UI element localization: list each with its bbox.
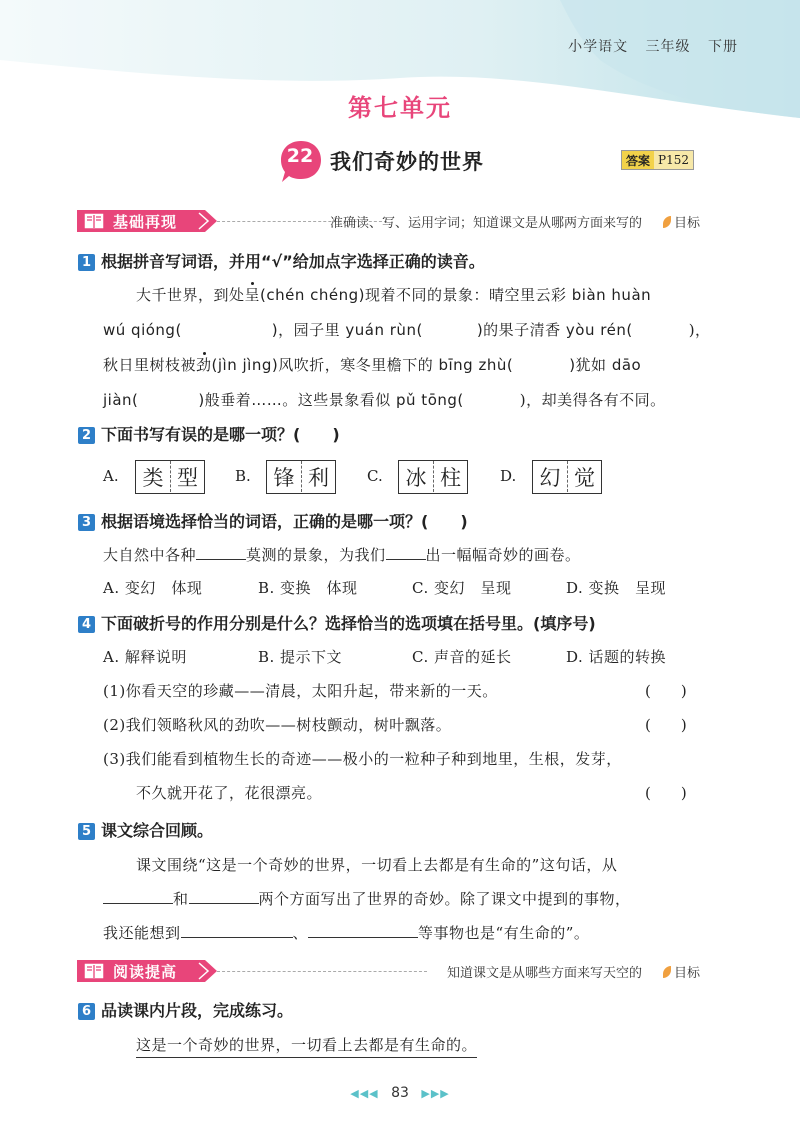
question-prompt: 品读课内片段，完成练习。 [101, 1001, 294, 1020]
q4-item-3: (3)我们能看到植物生长的奇迹——极小的一粒种子种到地里，生根，发芽， [103, 750, 622, 768]
option-b-characters[interactable]: 锋 利 [266, 460, 336, 494]
q5-line-2: 和 两个方面写出了世界的奇妙。除了课文中提到的事物， [103, 888, 631, 909]
answer-paren[interactable]: ( ) [645, 784, 687, 802]
q1-line-4: jiàn( )般垂着……。这些景象看似 pǔ tōng( )，却美得各有不同。 [103, 391, 666, 409]
answer-paren[interactable]: ( ) [645, 682, 687, 700]
q3-option-b[interactable]: B. 变换 体现 [258, 579, 358, 597]
question-5 [78, 818, 213, 841]
section-goal-tag: 目标 [663, 962, 700, 981]
q4-item-2: (2)我们领略秋风的劲吹——树枝颤动，树叶飘落。 [103, 716, 452, 734]
question-3 [78, 509, 468, 532]
section-goal-tag: 目标 [663, 212, 700, 231]
question-prompt: 下面书写有误的是哪一项？( ) [101, 425, 340, 444]
question-number: 5 [78, 823, 95, 840]
question-1 [78, 249, 485, 272]
question-2 [78, 422, 340, 445]
fill-blank[interactable] [196, 546, 246, 560]
q4-item-1: (1)你看天空的珍藏——清晨，太阳升起，带来新的一天。 [103, 682, 498, 700]
answer-paren[interactable]: ( ) [645, 716, 687, 734]
q3-sentence: 大自然中各种 莫测的景象，为我们 出一幅幅奇妙的画卷。 [103, 546, 581, 564]
option-c-characters[interactable]: 冰 柱 [398, 460, 468, 494]
q4-item-3-cont: 不久就开花了，花很漂亮。 [136, 784, 323, 802]
grade: 三年级 [645, 39, 691, 55]
right-arrows-icon: ▶▶▶ [421, 1087, 450, 1100]
q4-option-c: C. 声音的延长 [412, 648, 512, 666]
option-a-letter: A. [103, 467, 119, 485]
q3-option-a[interactable]: A. 变幻 体现 [103, 579, 203, 597]
q3-option-d[interactable]: D. 变换 呈现 [566, 579, 667, 597]
question-4 [78, 611, 596, 634]
question-6 [78, 998, 293, 1021]
question-prompt: 下面破折号的作用分别是什么？选择恰当的选项填在括号里。(填序号) [101, 614, 596, 633]
option-c-letter: C. [367, 467, 383, 485]
option-a-characters[interactable]: 类 型 [135, 460, 205, 494]
q1-line-1: 大千世界，到处呈(chén chéng)现着不同的景象：晴空里云彩 biàn huàn [136, 286, 652, 304]
section-bar-basics [77, 210, 700, 232]
book-info [556, 36, 738, 56]
leaf-icon [663, 216, 671, 228]
section-label: 阅读提高 [113, 963, 178, 981]
option-d-characters[interactable]: 幻 觉 [532, 460, 602, 494]
section-label: 基础再现 [113, 213, 178, 231]
option-b-letter: B. [235, 467, 251, 485]
question-prompt: 根据拼音写词语，并用“√”给加点字选择正确的读音。 [101, 252, 485, 271]
lesson-title: 我们奇妙的世界 [330, 150, 484, 174]
fill-blank[interactable] [189, 890, 259, 904]
section-bar-reading [77, 960, 700, 982]
leaf-icon [663, 966, 671, 978]
left-arrows-icon: ◀◀◀ [350, 1087, 379, 1100]
fill-blank[interactable] [103, 890, 173, 904]
book-icon [83, 212, 105, 230]
question-prompt: 课文综合回顾。 [101, 821, 214, 840]
unit-title: 第七单元 [348, 94, 452, 122]
book-icon [83, 962, 105, 980]
question-prompt: 根据语境选择恰当的词语，正确的是哪一项？( ) [101, 512, 468, 531]
answer-label: 答案 [622, 151, 654, 169]
q1-line-3: 秋日里树枝被劲(jìn jìng)风吹折，寒冬里檐下的 bīng zhù( )犹如 dāo [103, 356, 642, 374]
question-number: 2 [78, 427, 95, 444]
question-number: 1 [78, 254, 95, 271]
section-goal: 知道课文是从哪些方面来写天空的 [446, 966, 642, 981]
q4-option-a: A. 解释说明 [103, 648, 187, 666]
section-divider [217, 971, 427, 972]
subject: 小学语文 [568, 39, 629, 55]
q5-line-1: 课文围绕“这是一个奇妙的世界，一切看上去都是有生命的”这句话，从 [136, 856, 618, 874]
fill-blank[interactable] [308, 924, 418, 938]
q6-excerpt: 这是一个奇妙的世界，一切看上去都是有生命的。 [136, 1034, 477, 1058]
q4-option-b: B. 提示下文 [258, 648, 343, 666]
page-number: 83 [391, 1085, 409, 1101]
answer-page: P152 [658, 153, 689, 167]
fill-blank[interactable] [386, 546, 426, 560]
section-goal: 准确读、写、运用字词；知道课文是从哪两方面来写的 [329, 216, 642, 231]
answer-reference[interactable] [621, 150, 694, 170]
term: 下册 [708, 39, 738, 55]
page-footer [0, 1085, 800, 1101]
q3-option-c[interactable]: C. 变幻 呈现 [412, 579, 512, 597]
question-number: 4 [78, 616, 95, 633]
q4-option-d: D. 话题的转换 [566, 648, 667, 666]
q1-line-2: wú qióng( )，园子里 yuán rùn( )的果子清香 yòu rén( )， [103, 321, 711, 339]
question-number: 3 [78, 514, 95, 531]
option-d-letter: D. [500, 467, 517, 485]
question-number: 6 [78, 1003, 95, 1020]
fill-blank[interactable] [181, 924, 293, 938]
lesson-number: 22 [286, 145, 314, 167]
q5-line-3: 我还能想到 、 等事物也是“有生命的”。 [103, 924, 590, 942]
